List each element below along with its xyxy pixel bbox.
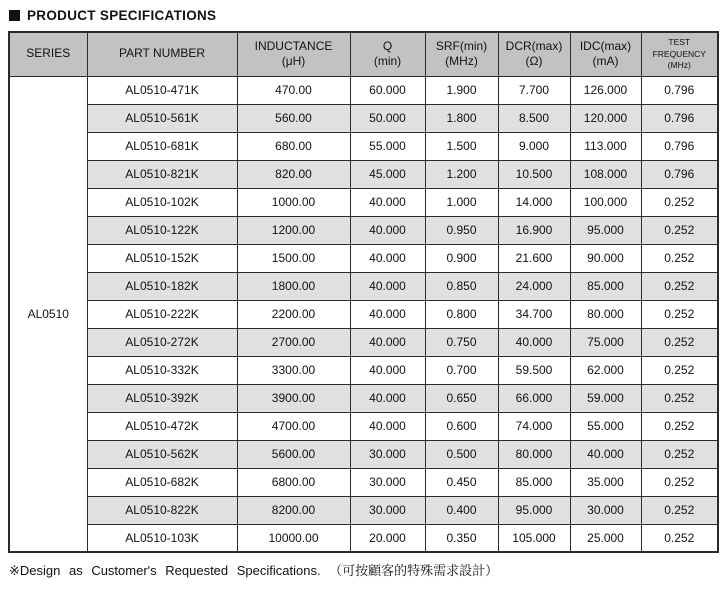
table-cell-test-frequency: 0.252: [641, 272, 718, 300]
column-header-dcr-max: DCR(max) (Ω): [498, 32, 570, 76]
table-cell-dcr-max: 95.000: [498, 496, 570, 524]
series-cell: AL0510: [9, 76, 87, 552]
table-cell-dcr-max: 105.000: [498, 524, 570, 552]
table-cell-test-frequency: 0.252: [641, 384, 718, 412]
table-row: [9, 328, 718, 356]
table-cell-inductance: 680.00: [237, 132, 350, 160]
table-cell-q-min: 20.000: [350, 524, 425, 552]
column-header-part-number: PART NUMBER: [87, 32, 237, 76]
table-row: [9, 384, 718, 412]
table-row: [9, 76, 718, 104]
table-cell-inductance: 4700.00: [237, 412, 350, 440]
column-header-idc-max: IDC(max) (mA): [570, 32, 641, 76]
table-cell-inductance: 560.00: [237, 104, 350, 132]
table-cell-test-frequency: 0.252: [641, 216, 718, 244]
table-cell-idc-max: 35.000: [570, 468, 641, 496]
table-row: [9, 524, 718, 552]
table-cell-idc-max: 113.000: [570, 132, 641, 160]
table-cell-srf-min: 1.900: [425, 76, 498, 104]
table-cell-part-number: AL0510-182K: [87, 272, 237, 300]
table-cell-srf-min: 0.600: [425, 412, 498, 440]
table-cell-idc-max: 40.000: [570, 440, 641, 468]
square-bullet-icon: [9, 10, 20, 21]
table-row: [9, 356, 718, 384]
column-header-q-min: Q (min): [350, 32, 425, 76]
table-cell-idc-max: 95.000: [570, 216, 641, 244]
table-cell-part-number: AL0510-392K: [87, 384, 237, 412]
table-cell-part-number: AL0510-822K: [87, 496, 237, 524]
table-cell-q-min: 40.000: [350, 272, 425, 300]
table-cell-idc-max: 59.000: [570, 384, 641, 412]
table-cell-part-number: AL0510-472K: [87, 412, 237, 440]
table-cell-test-frequency: 0.796: [641, 132, 718, 160]
table-cell-srf-min: 0.400: [425, 496, 498, 524]
table-cell-test-frequency: 0.252: [641, 468, 718, 496]
table-cell-part-number: AL0510-103K: [87, 524, 237, 552]
table-cell-part-number: AL0510-122K: [87, 216, 237, 244]
table-row: [9, 244, 718, 272]
table-cell-inductance: 8200.00: [237, 496, 350, 524]
table-cell-test-frequency: 0.252: [641, 412, 718, 440]
table-cell-srf-min: 0.900: [425, 244, 498, 272]
table-cell-test-frequency: 0.252: [641, 524, 718, 552]
table-cell-srf-min: 1.500: [425, 132, 498, 160]
table-row: [9, 160, 718, 188]
table-cell-q-min: 30.000: [350, 440, 425, 468]
table-cell-dcr-max: 10.500: [498, 160, 570, 188]
table-cell-inductance: 1200.00: [237, 216, 350, 244]
table-cell-part-number: AL0510-332K: [87, 356, 237, 384]
table-row: [9, 216, 718, 244]
table-cell-idc-max: 126.000: [570, 76, 641, 104]
table-cell-idc-max: 100.000: [570, 188, 641, 216]
table-cell-inductance: 3900.00: [237, 384, 350, 412]
table-cell-dcr-max: 7.700: [498, 76, 570, 104]
table-cell-part-number: AL0510-821K: [87, 160, 237, 188]
table-cell-inductance: 5600.00: [237, 440, 350, 468]
table-cell-dcr-max: 24.000: [498, 272, 570, 300]
table-cell-srf-min: 0.450: [425, 468, 498, 496]
table-cell-dcr-max: 34.700: [498, 300, 570, 328]
table-cell-inductance: 10000.00: [237, 524, 350, 552]
table-cell-srf-min: 1.200: [425, 160, 498, 188]
table-cell-inductance: 820.00: [237, 160, 350, 188]
table-cell-inductance: 2200.00: [237, 300, 350, 328]
table-cell-q-min: 30.000: [350, 468, 425, 496]
table-cell-q-min: 50.000: [350, 104, 425, 132]
table-cell-q-min: 40.000: [350, 412, 425, 440]
table-cell-inductance: 1000.00: [237, 188, 350, 216]
column-header-srf-min: SRF(min) (MHz): [425, 32, 498, 76]
table-cell-part-number: AL0510-682K: [87, 468, 237, 496]
table-cell-idc-max: 90.000: [570, 244, 641, 272]
table-row: [9, 188, 718, 216]
table-cell-idc-max: 62.000: [570, 356, 641, 384]
table-row: [9, 440, 718, 468]
footnote: ※Design as Customer's Requested Specifications. （可按顧客的特殊需求設計）: [9, 563, 499, 578]
table-cell-test-frequency: 0.252: [641, 244, 718, 272]
table-cell-test-frequency: 0.252: [641, 188, 718, 216]
table-cell-idc-max: 55.000: [570, 412, 641, 440]
table-cell-inductance: 1800.00: [237, 272, 350, 300]
table-row: [9, 104, 718, 132]
table-cell-srf-min: 0.950: [425, 216, 498, 244]
table-cell-srf-min: 0.500: [425, 440, 498, 468]
table-cell-idc-max: 30.000: [570, 496, 641, 524]
table-header: [9, 32, 718, 76]
table-cell-part-number: AL0510-102K: [87, 188, 237, 216]
table-cell-dcr-max: 8.500: [498, 104, 570, 132]
table-cell-q-min: 60.000: [350, 76, 425, 104]
table-cell-part-number: AL0510-222K: [87, 300, 237, 328]
table-cell-idc-max: 120.000: [570, 104, 641, 132]
table-row: [9, 468, 718, 496]
table-cell-dcr-max: 59.500: [498, 356, 570, 384]
table-row: [9, 132, 718, 160]
table-header-row: [9, 32, 718, 76]
table-cell-q-min: 40.000: [350, 384, 425, 412]
table-row: [9, 300, 718, 328]
table-cell-inductance: 1500.00: [237, 244, 350, 272]
table-cell-test-frequency: 0.252: [641, 356, 718, 384]
table-cell-srf-min: 0.350: [425, 524, 498, 552]
table-cell-test-frequency: 0.252: [641, 496, 718, 524]
table-cell-inductance: 2700.00: [237, 328, 350, 356]
table-cell-q-min: 40.000: [350, 300, 425, 328]
table-cell-dcr-max: 9.000: [498, 132, 570, 160]
table-cell-q-min: 40.000: [350, 356, 425, 384]
table-cell-srf-min: 1.000: [425, 188, 498, 216]
table-cell-q-min: 40.000: [350, 244, 425, 272]
table-cell-q-min: 45.000: [350, 160, 425, 188]
table-cell-srf-min: 0.800: [425, 300, 498, 328]
column-header-test-frequency: TEST FREQUENCY (MHz): [641, 32, 718, 76]
table-cell-q-min: 40.000: [350, 216, 425, 244]
table-cell-test-frequency: 0.252: [641, 328, 718, 356]
table-cell-idc-max: 80.000: [570, 300, 641, 328]
table-cell-dcr-max: 40.000: [498, 328, 570, 356]
table-row: [9, 496, 718, 524]
page-title: PRODUCT SPECIFICATIONS: [27, 8, 217, 23]
column-header-series: SERIES: [9, 32, 87, 76]
table-cell-part-number: AL0510-152K: [87, 244, 237, 272]
table-cell-test-frequency: 0.252: [641, 440, 718, 468]
table-cell-q-min: 55.000: [350, 132, 425, 160]
table-cell-dcr-max: 74.000: [498, 412, 570, 440]
table-cell-inductance: 470.00: [237, 76, 350, 104]
table-cell-test-frequency: 0.252: [641, 300, 718, 328]
spec-table: [8, 31, 719, 553]
table-cell-dcr-max: 80.000: [498, 440, 570, 468]
table-cell-q-min: 40.000: [350, 328, 425, 356]
table-cell-test-frequency: 0.796: [641, 160, 718, 188]
table-cell-part-number: AL0510-561K: [87, 104, 237, 132]
table-cell-part-number: AL0510-471K: [87, 76, 237, 104]
section-title: [9, 8, 717, 23]
table-row: [9, 412, 718, 440]
table-cell-idc-max: 108.000: [570, 160, 641, 188]
table-cell-srf-min: 0.700: [425, 356, 498, 384]
column-header-inductance: INDUCTANCE (μH): [237, 32, 350, 76]
table-cell-test-frequency: 0.796: [641, 104, 718, 132]
table-cell-srf-min: 0.850: [425, 272, 498, 300]
table-cell-dcr-max: 16.900: [498, 216, 570, 244]
table-cell-part-number: AL0510-272K: [87, 328, 237, 356]
table-cell-idc-max: 25.000: [570, 524, 641, 552]
table-cell-q-min: 40.000: [350, 188, 425, 216]
table-cell-dcr-max: 21.600: [498, 244, 570, 272]
table-cell-dcr-max: 14.000: [498, 188, 570, 216]
table-cell-dcr-max: 66.000: [498, 384, 570, 412]
table-cell-inductance: 6800.00: [237, 468, 350, 496]
table-cell-part-number: AL0510-681K: [87, 132, 237, 160]
table-cell-srf-min: 0.650: [425, 384, 498, 412]
table-cell-test-frequency: 0.796: [641, 76, 718, 104]
table-row: [9, 272, 718, 300]
table-cell-dcr-max: 85.000: [498, 468, 570, 496]
table-cell-srf-min: 0.750: [425, 328, 498, 356]
table-cell-idc-max: 75.000: [570, 328, 641, 356]
table-cell-idc-max: 85.000: [570, 272, 641, 300]
table-cell-srf-min: 1.800: [425, 104, 498, 132]
table-cell-q-min: 30.000: [350, 496, 425, 524]
table-cell-inductance: 3300.00: [237, 356, 350, 384]
table-cell-part-number: AL0510-562K: [87, 440, 237, 468]
